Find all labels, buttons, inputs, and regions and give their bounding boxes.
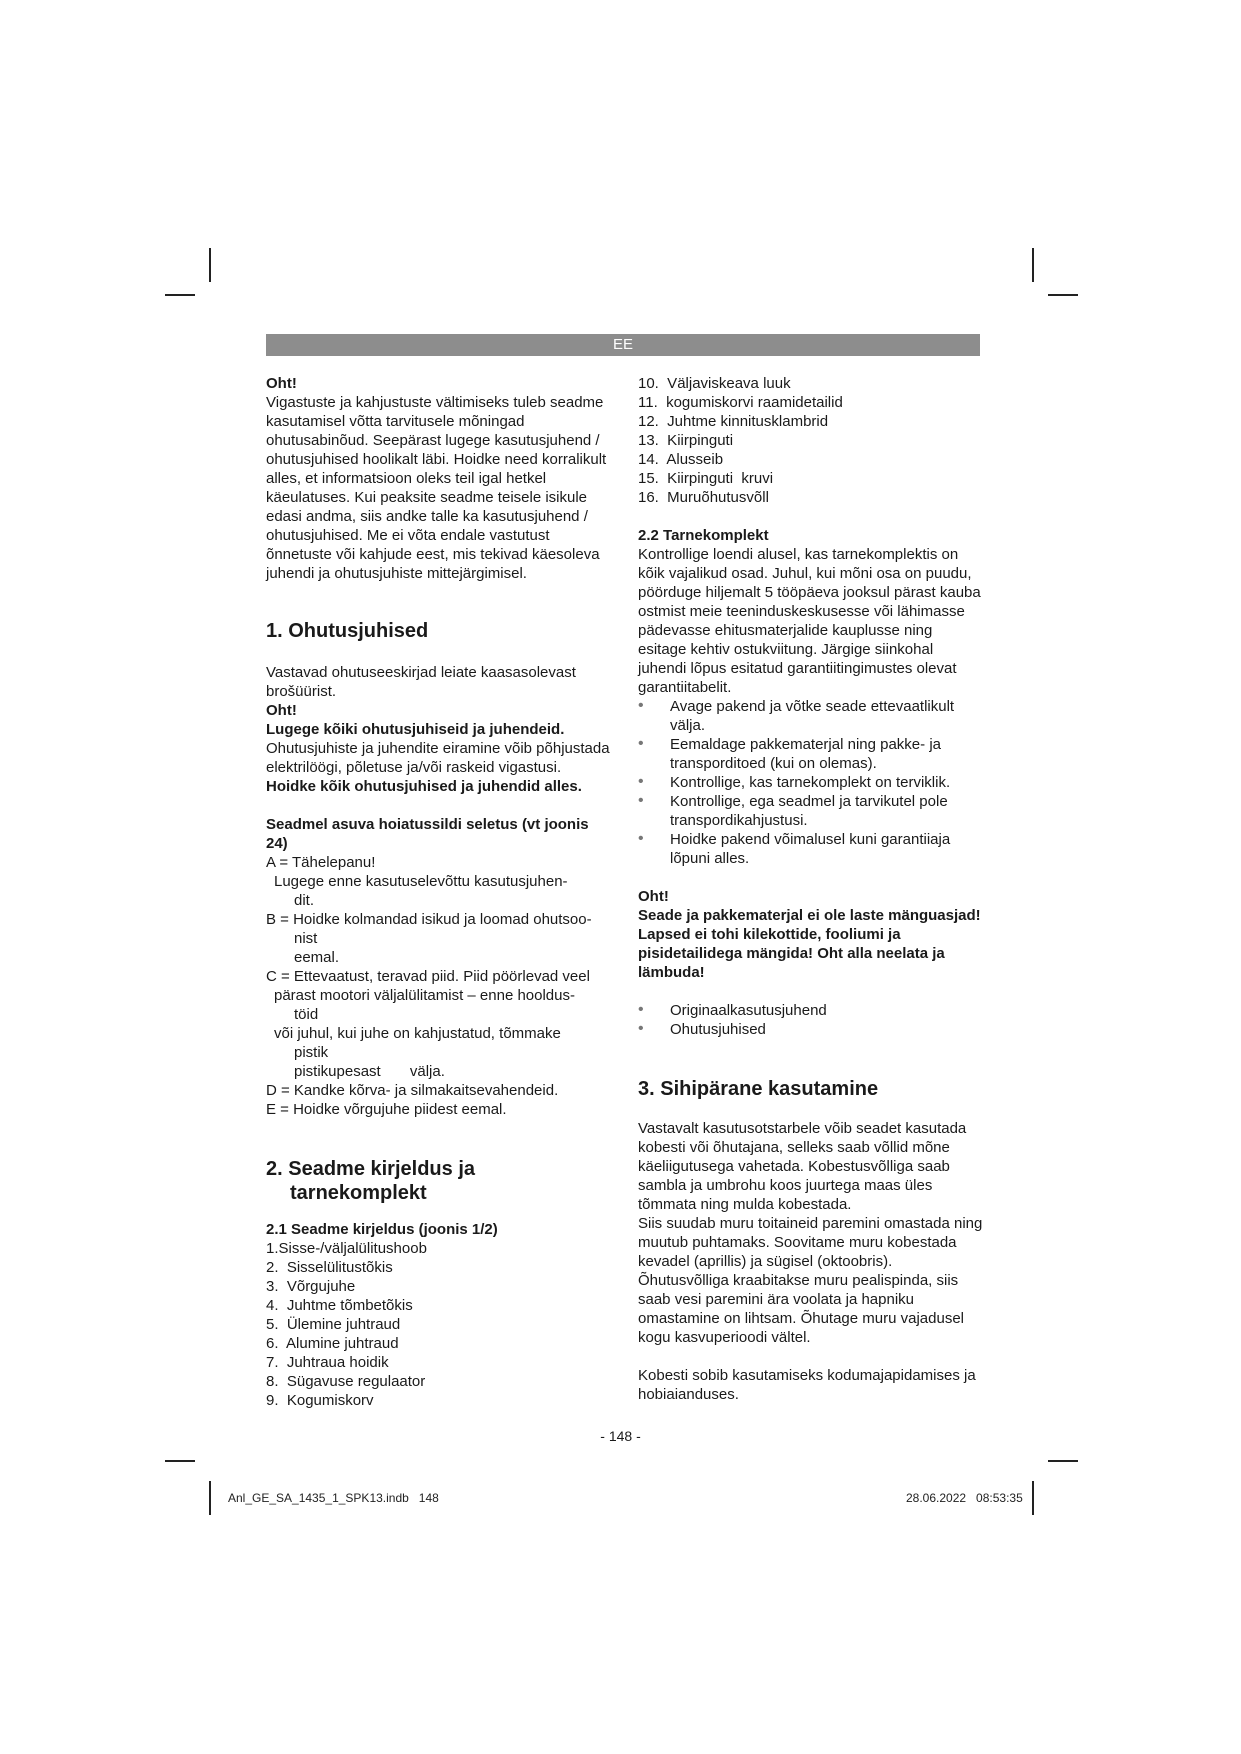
list-item: • Avage pakend ja võtke seade ettevaatlikult välja.	[638, 697, 983, 735]
list-item: • Originaalkasutusjuhend	[638, 1001, 983, 1020]
list-item: • Kontrollige, ega seadmel ja tarvikutel pole transpordikahjustusi.	[638, 792, 983, 830]
crop-mark-top-right-horizontal	[1048, 294, 1078, 296]
list-item: 2. Sisselülitustõkis	[266, 1259, 393, 1276]
section-3-paragraph-1: Vastavalt kasutusotstarbele võib seadet kasutada kobesti või õhutajana, selleks saab võllid mõne käeliigutusega vahetada. Kobestusvõlliga saab sambla ja umbrohu koos juurtega maas üles tõmmata ning mulda kobestada.	[638, 1120, 967, 1213]
section-1-heading: 1. Ohutusjuhised	[266, 620, 429, 642]
section-1-consequence: Ohutusjuhiste ja juhendite eiramine võib põhjustada elektrilöögi, põletuse ja/või raskeid vigastusi.	[266, 740, 610, 776]
section-3-heading: 3. Sihipärane kasutamine	[638, 1078, 879, 1100]
sign-c-line-2: pärast mootori väljalülitamist – enne hooldus-	[274, 987, 575, 1004]
section-2-heading-line-2: tarnekomplekt	[290, 1182, 427, 1204]
list-item: • Hoidke pakend võimalusel kuni garantiiaja lõpuni alles.	[638, 830, 983, 868]
sign-c-line-1: C = Ettevaatust, teravad piid. Piid pöörlevad veel	[266, 968, 590, 985]
list-item: 1.Sisse-/väljalülitushoob	[266, 1240, 427, 1257]
footer-timestamp: 28.06.2022 08:53:35	[906, 1491, 1023, 1505]
sign-b-line-1: B = Hoidke kolmandad isikud ja loomad ohutsoo-	[266, 911, 592, 928]
section-1-intro: Vastavad ohutuseeskirjad leiate kaasasolevast brošüürist.	[266, 664, 576, 700]
section-3-paragraph-3: Kobesti sobib kasutamiseks kodumajapidamises ja hobiaianduses.	[638, 1367, 976, 1403]
sign-d: D = Kandke kõrva- ja silmakaitsevahendeid.	[266, 1082, 559, 1099]
delivery-bullets	[638, 697, 983, 868]
warning-sign-title: Seadmel asuva hoiatussildi seletus (vt joonis 24)	[266, 816, 589, 852]
sign-e: E = Hoidke võrgujuhe piidest eemal.	[266, 1101, 507, 1118]
list-item: 15. Kiirpinguti kruvi	[638, 470, 774, 487]
sign-b-line-2: nist	[294, 930, 318, 947]
list-item: 13. Kiirpinguti	[638, 432, 734, 449]
danger-text-2: Seade ja pakkematerjal ei ole laste mänguasjad! Lapsed ei tohi kilekottide, fooliumi ja pisidetailidega mängida! Oht alla neelata ja lämbuda!	[638, 907, 981, 981]
sign-c-line-5: pistik	[294, 1044, 329, 1061]
parts-list-right	[638, 374, 983, 507]
sign-c-line-4: või juhul, kui juhe on kahjustatud, tõmmake	[274, 1025, 561, 1042]
list-item: 4. Juhtme tõmbetõkis	[266, 1297, 413, 1314]
section-2-heading-line-1: 2. Seadme kirjeldus ja	[266, 1158, 475, 1180]
crop-mark-top-left-horizontal	[165, 294, 195, 296]
subsection-2-1-heading: 2.1 Seadme kirjeldus (joonis 1/2)	[266, 1221, 498, 1238]
delivery-text: Kontrollige loendi alusel, kas tarnekomplektis on kõik vajalikud osad. Juhul, kui mõni osa on puudu, pöörduge hiljemalt 5 tööpäeva jooksul pärast kauba ostmist meie teeninduskeskusesse või lähimasse pädevasse ehitusmaterjalide kauplusse ning esitage kehtiv ostukviitung. Järgige siinkohal juhendi lõpus esitatud garantiitingimustes olevat garantiitabelit.	[638, 546, 981, 696]
list-item: 7. Juhtraua hoidik	[266, 1354, 389, 1371]
warning-title: Oht!	[266, 375, 297, 392]
list-item: 16. Muruõhutusvõll	[638, 489, 769, 506]
crop-mark-bottom-left-horizontal	[165, 1460, 195, 1462]
list-item: 9. Kogumiskorv	[266, 1392, 374, 1409]
language-band: EE	[266, 334, 980, 356]
warning-sign-list	[266, 853, 611, 1119]
crop-mark-top-right-vertical	[1032, 248, 1034, 282]
list-item: • Ohutusjuhised	[638, 1020, 983, 1039]
sign-b-line-3: eemal.	[294, 949, 340, 966]
list-item: 6. Alumine juhtraud	[266, 1335, 399, 1352]
crop-mark-bottom-right-horizontal	[1048, 1460, 1078, 1462]
page-number: - 148 -	[600, 1428, 641, 1444]
warning-text: Vigastuste ja kahjustuste vältimiseks tuleb seadme kasutamisel võtta tarvitusele mõningad ohutusabinõud. Seepärast lugege kasutusjuhend / ohutusjuhised hoolikalt läbi. Hoidke need korralikult alles, et informatsioon oleks teil igal hetkel käeulatuses. Kui peaksite seadme teisele isikule edasi andma, siis andke talle ka kasutusjuhend / ohutusjuhised. Me ei võta endale vastutust õnnetuste või kahjude eest, mis tekivad käesoleva juhendi ja ohutusjuhiste mittejärgimisel.	[266, 394, 607, 582]
list-item: 10. Väljaviskeava luuk	[638, 375, 791, 392]
list-item: 3. Võrgujuhe	[266, 1278, 356, 1295]
sign-a-line-1: A = Tähelepanu!	[266, 854, 376, 871]
list-item: 14. Alusseib	[638, 451, 724, 468]
left-column	[266, 374, 611, 1410]
sign-a-line-2: Lugege enne kasutuselevõttu kasutusjuhen-	[274, 873, 568, 890]
subsection-2-2-heading: 2.2 Tarnekomplekt	[638, 527, 769, 544]
crop-mark-bottom-left-vertical	[209, 1481, 211, 1515]
section-1-keep-instructions: Hoidke kõik ohutusjuhised ja juhendid alles.	[266, 778, 582, 795]
list-item: • Kontrollige, kas tarnekomplekt on terviklik.	[638, 773, 983, 792]
list-item: 12. Juhtme kinnitusklambrid	[638, 413, 829, 430]
crop-mark-bottom-right-vertical	[1032, 1481, 1034, 1515]
section-1-bold-instruction: Lugege kõiki ohutusjuhiseid ja juhendeid.	[266, 721, 565, 738]
list-item: • Eemaldage pakkematerjal ning pakke- ja transporditoed (kui on olemas).	[638, 735, 983, 773]
right-column	[638, 374, 983, 1404]
danger-label-2: Oht!	[638, 888, 669, 905]
list-item: 11. kogumiskorvi raamidetailid	[638, 394, 843, 411]
list-item: 5. Ülemine juhtraud	[266, 1316, 401, 1333]
parts-list-left	[266, 1239, 611, 1410]
section-3-paragraph-2: Siis suudab muru toitaineid paremini omastada ning muutub puhtamaks. Soovitame muru kobestada kevadel (aprillis) ja sügisel (oktoobris). Õhutusvõlliga kraabitakse muru pealispinda, siis saab vesi paremini ära voolata ja hapniku omastamine on lihtsam. Õhutage muru vajadusel kogu kasvuperioodi vältel.	[638, 1215, 983, 1346]
sign-c-line-3: töid	[294, 1006, 319, 1023]
sign-c-line-6: pistikupesast välja.	[294, 1063, 445, 1080]
footer-file-name: Anl_GE_SA_1435_1_SPK13.indb 148	[228, 1491, 439, 1505]
included-documents-list	[638, 1001, 983, 1039]
crop-mark-top-left-vertical	[209, 248, 211, 282]
section-1-danger-label: Oht!	[266, 702, 297, 719]
list-item: 8. Sügavuse regulaator	[266, 1373, 426, 1390]
sign-a-line-3: dit.	[294, 892, 315, 909]
